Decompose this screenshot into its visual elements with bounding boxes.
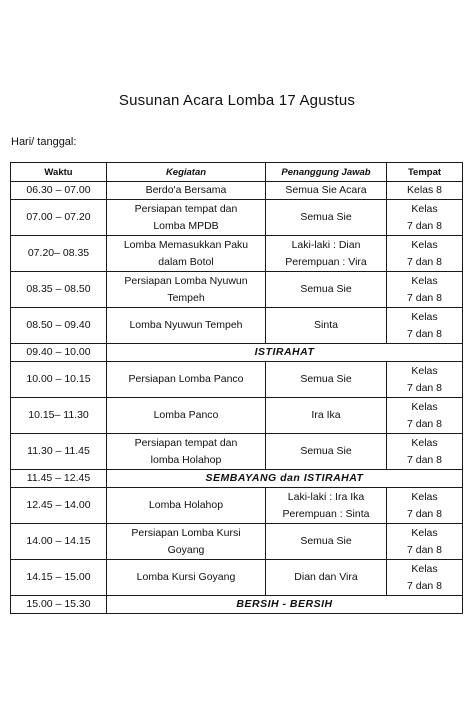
tempat-line: 7 dan 8 xyxy=(406,327,443,340)
table-header-row xyxy=(11,163,463,182)
kegiatan-cell xyxy=(107,362,266,398)
waktu-cell: 11.45 – 12.45 xyxy=(11,470,107,488)
tempat-line: 7 dan 8 xyxy=(406,255,443,268)
tempat-line: 7 dan 8 xyxy=(406,507,443,520)
kegiatan-cell xyxy=(107,200,266,236)
tempat-cell xyxy=(387,362,463,398)
tempat-line: Kelas 8 xyxy=(406,184,443,196)
table-row xyxy=(11,236,463,272)
table-row xyxy=(11,398,463,434)
kegiatan-line: Lomba Kursi Goyang xyxy=(136,571,236,583)
table-row-break xyxy=(11,596,463,614)
kegiatan-cell xyxy=(107,272,266,308)
tempat-cell xyxy=(387,488,463,524)
table-row xyxy=(11,560,463,596)
tempat-line: Kelas xyxy=(411,274,438,287)
table-row-break xyxy=(11,470,463,488)
kegiatan-line: Lomba Holahop xyxy=(148,499,224,511)
kegiatan-cell xyxy=(107,398,266,434)
penanggung-jawab-line: Semua Sie xyxy=(300,373,352,385)
kegiatan-line: Persiapan Lomba Nyuwun xyxy=(124,274,248,287)
break-label: ISTIRAHAT xyxy=(107,344,463,362)
tempat-cell xyxy=(387,434,463,470)
schedule-table xyxy=(10,162,463,614)
kegiatan-line: Persiapan tempat dan xyxy=(134,202,238,215)
penanggung-jawab-cell xyxy=(266,272,387,308)
waktu-cell: 14.15 – 15.00 xyxy=(11,560,107,596)
waktu-cell: 07.00 – 07.20 xyxy=(11,200,107,236)
tempat-line: 7 dan 8 xyxy=(406,453,443,466)
tempat-cell xyxy=(387,200,463,236)
tempat-line: Kelas xyxy=(411,400,438,413)
tempat-cell xyxy=(387,272,463,308)
tempat-line: Kelas xyxy=(411,490,438,503)
tempat-line: 7 dan 8 xyxy=(406,291,443,304)
penanggung-jawab-cell xyxy=(266,488,387,524)
penanggung-jawab-line: Semua Sie xyxy=(300,283,352,295)
kegiatan-line: Goyang xyxy=(167,543,205,556)
penanggung-jawab-cell xyxy=(266,236,387,272)
kegiatan-cell xyxy=(107,182,266,200)
penanggung-jawab-line: Perempuan : Sinta xyxy=(282,507,370,520)
penanggung-jawab-line: Semua Sie xyxy=(300,445,352,457)
header-tempat: Tempat xyxy=(387,163,463,182)
kegiatan-line: Berdo'a Bersama xyxy=(145,184,227,196)
break-label: SEMBAYANG dan ISTIRAHAT xyxy=(107,470,463,488)
waktu-cell: 11.30 – 11.45 xyxy=(11,434,107,470)
waktu-cell: 15.00 – 15.30 xyxy=(11,596,107,614)
kegiatan-line: Persiapan tempat dan xyxy=(134,436,238,449)
schedule-body xyxy=(11,182,463,614)
penanggung-jawab-cell xyxy=(266,182,387,200)
table-row xyxy=(11,182,463,200)
table-row xyxy=(11,524,463,560)
penanggung-jawab-line: Semua Sie Acara xyxy=(285,184,367,196)
tempat-line: Kelas xyxy=(411,526,438,539)
penanggung-jawab-cell xyxy=(266,308,387,344)
tempat-line: Kelas xyxy=(411,238,438,251)
table-row xyxy=(11,308,463,344)
kegiatan-cell xyxy=(107,524,266,560)
kegiatan-line: lomba Holahop xyxy=(150,453,222,466)
penanggung-jawab-cell xyxy=(266,398,387,434)
penanggung-jawab-line: Ira Ika xyxy=(311,409,341,421)
tempat-cell xyxy=(387,236,463,272)
header-waktu: Waktu xyxy=(11,163,107,182)
penanggung-jawab-line: Laki-laki : Dian xyxy=(291,238,361,251)
penanggung-jawab-cell xyxy=(266,560,387,596)
tempat-line: 7 dan 8 xyxy=(406,579,443,592)
waktu-cell: 07.20– 08.35 xyxy=(11,236,107,272)
tempat-cell xyxy=(387,308,463,344)
tempat-cell xyxy=(387,182,463,200)
tempat-cell xyxy=(387,560,463,596)
waktu-cell: 08.35 – 08.50 xyxy=(11,272,107,308)
header-kegiatan: Kegiatan xyxy=(107,163,266,182)
tempat-line: Kelas xyxy=(411,436,438,449)
tempat-line: Kelas xyxy=(411,310,438,323)
penanggung-jawab-cell xyxy=(266,524,387,560)
penanggung-jawab-line: Perempuan : Vira xyxy=(285,255,367,268)
header-penanggung-jawab: Penanggung Jawab xyxy=(266,163,387,182)
break-label: BERSIH - BERSIH xyxy=(107,596,463,614)
kegiatan-line: Tempeh xyxy=(167,291,205,304)
penanggung-jawab-line: Laki-laki : Ira Ika xyxy=(287,490,365,503)
tempat-line: Kelas xyxy=(411,562,438,575)
kegiatan-line: Lomba Memasukkan Paku xyxy=(123,238,249,251)
penanggung-jawab-line: Semua Sie xyxy=(300,211,352,223)
kegiatan-line: Lomba Nyuwun Tempeh xyxy=(129,319,243,331)
waktu-cell: 06.30 – 07.00 xyxy=(11,182,107,200)
penanggung-jawab-cell xyxy=(266,362,387,398)
kegiatan-line: dalam Botol xyxy=(158,255,214,268)
kegiatan-line: Lomba Panco xyxy=(153,409,219,421)
waktu-cell: 08.50 – 09.40 xyxy=(11,308,107,344)
tempat-cell xyxy=(387,398,463,434)
kegiatan-line: Persiapan Lomba Panco xyxy=(128,373,244,385)
waktu-cell: 10.15– 11.30 xyxy=(11,398,107,434)
tempat-line: 7 dan 8 xyxy=(406,219,443,232)
penanggung-jawab-cell xyxy=(266,434,387,470)
tempat-line: Kelas xyxy=(411,202,438,215)
waktu-cell: 09.40 – 10.00 xyxy=(11,344,107,362)
table-row xyxy=(11,362,463,398)
tempat-cell xyxy=(387,524,463,560)
table-row-break xyxy=(11,344,463,362)
kegiatan-cell xyxy=(107,560,266,596)
kegiatan-line: Persiapan Lomba Kursi xyxy=(131,526,241,539)
tempat-line: 7 dan 8 xyxy=(406,417,443,430)
tempat-line: 7 dan 8 xyxy=(406,543,443,556)
penanggung-jawab-line: Semua Sie xyxy=(300,535,352,547)
document-title: Susunan Acara Lomba 17 Agustus xyxy=(118,92,356,109)
kegiatan-cell xyxy=(107,434,266,470)
waktu-cell: 12.45 – 14.00 xyxy=(11,488,107,524)
penanggung-jawab-line: Dian dan Vira xyxy=(294,571,358,583)
tempat-line: Kelas xyxy=(411,364,438,377)
table-row xyxy=(11,200,463,236)
waktu-cell: 14.00 – 14.15 xyxy=(11,524,107,560)
date-label: Hari/ tanggal: xyxy=(11,136,77,148)
kegiatan-line: Lomba MPDB xyxy=(153,219,219,232)
table-row xyxy=(11,272,463,308)
table-row xyxy=(11,434,463,470)
table-row xyxy=(11,488,463,524)
kegiatan-cell xyxy=(107,308,266,344)
kegiatan-cell xyxy=(107,488,266,524)
kegiatan-cell xyxy=(107,236,266,272)
penanggung-jawab-line: Sinta xyxy=(314,319,338,331)
waktu-cell: 10.00 – 10.15 xyxy=(11,362,107,398)
penanggung-jawab-cell xyxy=(266,200,387,236)
tempat-line: 7 dan 8 xyxy=(406,381,443,394)
